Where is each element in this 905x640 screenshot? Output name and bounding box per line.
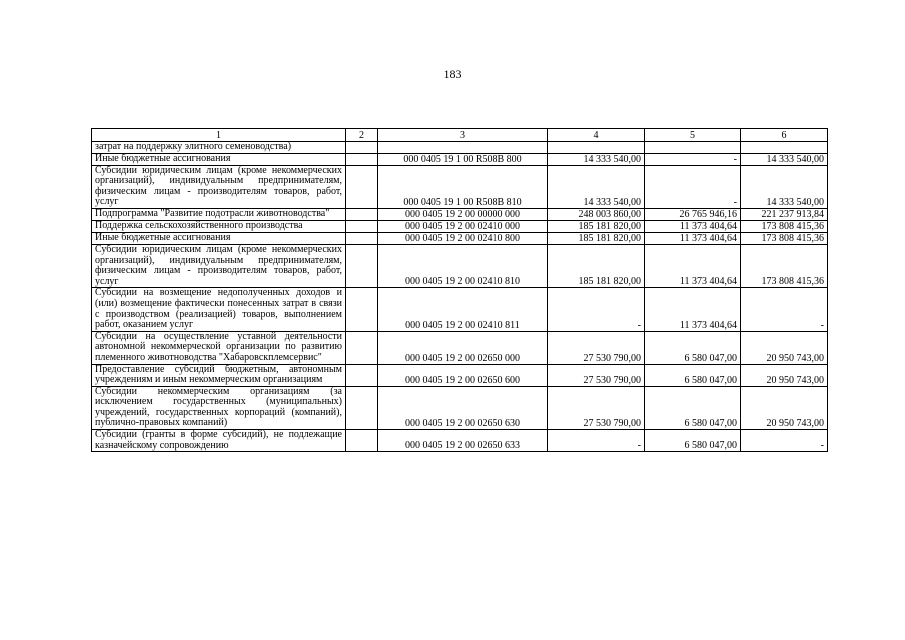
row-value-col4: - [548,288,645,331]
row-value-col4: 185 181 820,00 [548,232,645,244]
table-row [92,331,828,364]
row-col2-cell [346,331,378,364]
row-code-cell: 000 0405 19 1 00 R508В 810 [378,165,548,208]
row-value-col5: - [645,165,741,208]
column-header-3: 3 [378,129,548,142]
row-value-col5: 26 765 946,16 [645,208,741,220]
table-row [92,288,828,331]
table-row [92,220,828,232]
table-row [92,232,828,244]
row-code-cell: 000 0405 19 2 00 02650 000 [378,331,548,364]
column-header-6: 6 [741,129,828,142]
table-row [92,364,828,386]
column-header-4: 4 [548,129,645,142]
row-name-cell: Субсидии юридическим лицам (кроме некоммерческих организаций), индивидуальным предпринимателям, физическим лицам - производителям товаров, работ, услуг [92,244,346,287]
row-value-col6 [741,142,828,154]
row-value-col5: 6 580 047,00 [645,430,741,452]
row-value-col6: - [741,288,828,331]
row-value-col4: 27 530 790,00 [548,364,645,386]
header-row [92,129,828,142]
row-value-col6: - [741,430,828,452]
row-code-cell: 000 0405 19 2 00 02410 800 [378,232,548,244]
row-code-cell: 000 0405 19 1 00 R508В 800 [378,153,548,165]
row-col2-cell [346,165,378,208]
row-value-col5 [645,142,741,154]
row-value-col6: 20 950 743,00 [741,331,828,364]
row-value-col6: 14 333 540,00 [741,165,828,208]
row-code-cell: 000 0405 19 2 00 02650 633 [378,430,548,452]
row-code-cell: 000 0405 19 2 00 02650 600 [378,364,548,386]
table-row [92,142,828,154]
row-name-cell: Субсидии (гранты в форме субсидий), не подлежащие казначейскому сопровождению [92,430,346,452]
column-header-1: 1 [92,129,346,142]
row-value-col4: 27 530 790,00 [548,331,645,364]
column-header-2: 2 [346,129,378,142]
page-number: 183 [443,67,462,81]
row-name-cell: Поддержка сельскохозяйственного производства [92,220,346,232]
row-name-cell: Субсидии на возмещение недополученных доходов и (или) возмещение фактически понесенных затрат в связи с производством (реализацией) товаров, выполнением работ, оказанием услуг [92,288,346,331]
table-row [92,153,828,165]
row-name-cell: Субсидии некоммерческим организациям (за исключением государственных (муниципальных) учреждений, государственных корпораций (компаний), публично-правовых компаний) [92,386,346,429]
row-name-cell: затрат на поддержку элитного семеноводства) [92,142,346,154]
row-value-col5: 6 580 047,00 [645,364,741,386]
row-value-col6: 221 237 913,84 [741,208,828,220]
row-name-cell: Субсидии на осуществление уставной деятельности автономной некоммерческой организации по развитию племенного животноводства "Хабаровскплемсервис" [92,331,346,364]
row-col2-cell [346,232,378,244]
row-value-col5: 11 373 404,64 [645,220,741,232]
row-code-cell: 000 0405 19 2 00 00000 000 [378,208,548,220]
row-value-col4: 185 181 820,00 [548,220,645,232]
row-col2-cell [346,430,378,452]
row-value-col5: - [645,153,741,165]
row-name-cell: Иные бюджетные ассигнования [92,153,346,165]
table-row [92,386,828,429]
row-value-col4 [548,142,645,154]
row-code-cell: 000 0405 19 2 00 02410 810 [378,244,548,287]
row-value-col6: 173 808 415,36 [741,244,828,287]
budget-table [91,128,828,452]
row-value-col4: - [548,430,645,452]
row-code-cell: 000 0405 19 2 00 02410 811 [378,288,548,331]
row-name-cell: Подпрограмма "Развитие подотрасли животноводства" [92,208,346,220]
table-row [92,208,828,220]
row-value-col6: 173 808 415,36 [741,220,828,232]
row-col2-cell [346,364,378,386]
row-value-col4: 248 003 860,00 [548,208,645,220]
row-value-col4: 14 333 540,00 [548,153,645,165]
row-value-col4: 27 530 790,00 [548,386,645,429]
table-row [92,244,828,287]
row-code-cell: 000 0405 19 2 00 02410 000 [378,220,548,232]
table-body [92,142,828,452]
row-col2-cell [346,244,378,287]
row-value-col5: 11 373 404,64 [645,244,741,287]
row-col2-cell [346,386,378,429]
row-name-cell: Предоставление субсидий бюджетным, автономным учреждениям и иным некоммерческим организациям [92,364,346,386]
row-value-col4: 185 181 820,00 [548,244,645,287]
row-name-cell: Субсидии юридическим лицам (кроме некоммерческих организаций), индивидуальным предпринимателям, физическим лицам - производителям товаров, работ, услуг [92,165,346,208]
row-value-col6: 20 950 743,00 [741,386,828,429]
row-value-col5: 6 580 047,00 [645,386,741,429]
row-value-col4: 14 333 540,00 [548,165,645,208]
row-value-col6: 173 808 415,36 [741,232,828,244]
row-col2-cell [346,288,378,331]
table-header [92,129,828,142]
row-col2-cell [346,208,378,220]
column-header-5: 5 [645,129,741,142]
row-code-cell: 000 0405 19 2 00 02650 630 [378,386,548,429]
table-row [92,165,828,208]
row-name-cell: Иные бюджетные ассигнования [92,232,346,244]
row-value-col6: 14 333 540,00 [741,153,828,165]
row-value-col5: 11 373 404,64 [645,288,741,331]
table-row [92,430,828,452]
row-col2-cell [346,142,378,154]
row-col2-cell [346,220,378,232]
row-code-cell [378,142,548,154]
row-col2-cell [346,153,378,165]
row-value-col5: 11 373 404,64 [645,232,741,244]
row-value-col6: 20 950 743,00 [741,364,828,386]
row-value-col5: 6 580 047,00 [645,331,741,364]
